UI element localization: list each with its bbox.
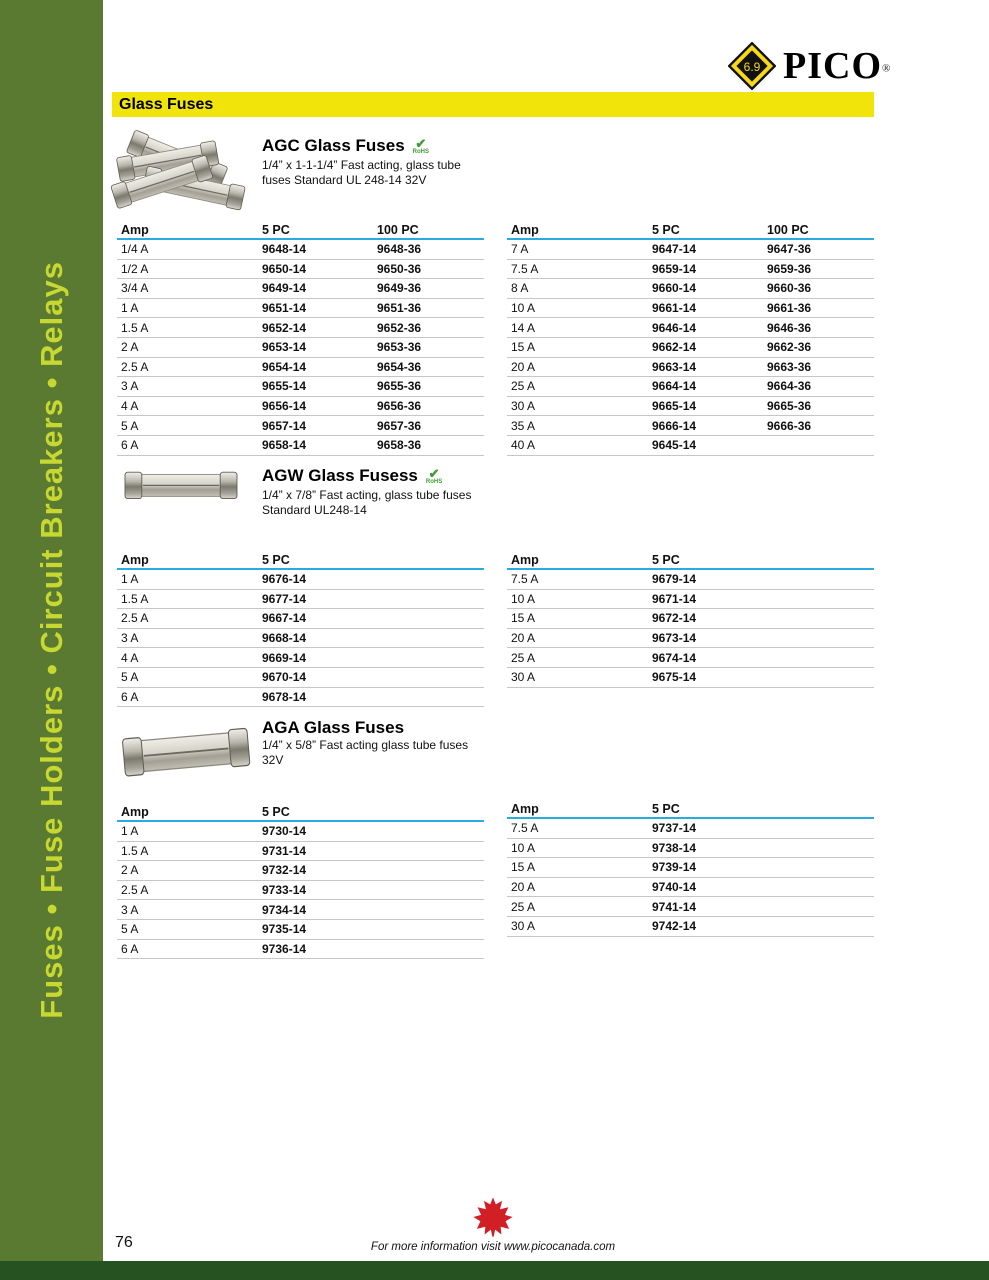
table-cell: 9646-14 — [652, 320, 697, 335]
table-row — [507, 436, 874, 456]
table-row — [507, 609, 874, 629]
table-cell: 3 A — [121, 902, 139, 917]
brand-name: PICO® — [783, 45, 891, 87]
table-cell: 9658-36 — [377, 438, 422, 453]
table-cell: 30 A — [511, 919, 536, 934]
table-row — [117, 668, 484, 688]
table-row — [507, 668, 874, 688]
table-cell: 10 A — [511, 301, 536, 316]
table-cell: 5 A — [121, 922, 139, 937]
table-cell: 9736-14 — [262, 941, 307, 956]
table-cell: 1.5 A — [121, 843, 149, 858]
table-row — [507, 338, 874, 358]
table-cell: 9668-14 — [262, 631, 307, 646]
section-head-agw — [262, 466, 442, 486]
table-cell: 9654-36 — [377, 359, 422, 374]
table-cell: 3/4 A — [121, 281, 149, 296]
table-cell: 9648-36 — [377, 242, 422, 257]
table-header-cell: Amp — [121, 804, 149, 819]
table-cell: 10 A — [511, 591, 536, 606]
table-header-cell: 100 PC — [377, 222, 419, 237]
table-cell: 5 A — [121, 418, 139, 433]
table-row — [117, 570, 484, 590]
table-cell: 2 A — [121, 863, 139, 878]
section-title: AGW Glass Fusess — [262, 466, 418, 485]
table-cell: 9733-14 — [262, 883, 307, 898]
table-row — [117, 338, 484, 358]
table-cell: 1 A — [121, 572, 139, 587]
table-cell: 9661-36 — [767, 301, 812, 316]
table-row — [507, 279, 874, 299]
table-row — [507, 629, 874, 649]
table-cell: 9662-14 — [652, 340, 697, 355]
section-title: AGC Glass Fuses — [262, 136, 405, 155]
table-cell: 9664-14 — [652, 379, 697, 394]
table-cell: 3 A — [121, 379, 139, 394]
table-cell: 9659-36 — [767, 261, 812, 276]
rohs-icon — [426, 467, 442, 485]
sidebar — [0, 0, 103, 1280]
table-cell: 3 A — [121, 631, 139, 646]
checkmark-icon: ✔ — [428, 466, 440, 481]
table-row — [117, 822, 484, 842]
table-cell: 9673-14 — [652, 631, 697, 646]
table-row — [507, 878, 874, 898]
table-cell: 9738-14 — [652, 840, 697, 855]
rohs-label: RoHS — [412, 149, 430, 155]
table-cell: 25 A — [511, 899, 536, 914]
aga-table-left — [117, 803, 484, 959]
table-cell: 20 A — [511, 631, 536, 646]
table-cell: 9737-14 — [652, 821, 697, 836]
table-row — [117, 377, 484, 397]
agw-table-left — [117, 551, 484, 707]
aga-fuse-image — [112, 722, 252, 793]
table-cell: 2.5 A — [121, 611, 149, 626]
bottom-bar — [0, 1261, 989, 1280]
table-cell: 1.5 A — [121, 591, 149, 606]
table-cell: 9742-14 — [652, 919, 697, 934]
table-cell: 15 A — [511, 340, 536, 355]
table-cell: 9655-36 — [377, 379, 422, 394]
table-row — [117, 397, 484, 417]
table-row — [117, 629, 484, 649]
table-cell: 9653-14 — [262, 340, 307, 355]
registered-mark: ® — [882, 62, 891, 75]
table-cell: 9654-14 — [262, 359, 307, 374]
table-header-row — [117, 551, 484, 570]
table-cell: 9735-14 — [262, 922, 307, 937]
table-row — [507, 897, 874, 917]
table-row — [507, 648, 874, 668]
table-cell: 4 A — [121, 650, 139, 665]
table-cell: 9740-14 — [652, 880, 697, 895]
table-cell: 9671-14 — [652, 591, 697, 606]
table-row — [117, 358, 484, 378]
table-cell: 7.5 A — [511, 821, 539, 836]
table-cell: 30 A — [511, 399, 536, 414]
table-cell: 1/4 A — [121, 242, 149, 257]
table-row — [507, 377, 874, 397]
section-description: 1/4” x 1-1-1/4” Fast acting, glass tube fuses Standard UL 248-14 32V — [262, 158, 461, 187]
agc-fuses-image — [108, 126, 248, 223]
table-cell: 6 A — [121, 438, 139, 453]
table-cell: 9674-14 — [652, 650, 697, 665]
footer-note: For more information visit www.picocanada.com — [370, 1241, 616, 1253]
table-header-cell: Amp — [121, 222, 149, 237]
table-header-cell: 5 PC — [262, 804, 290, 819]
maple-leaf-icon — [112, 1196, 874, 1238]
table-cell: 9655-14 — [262, 379, 307, 394]
table-cell: 9679-14 — [652, 572, 697, 587]
table-row — [117, 436, 484, 456]
table-cell: 1.5 A — [121, 320, 149, 335]
checkmark-icon: ✔ — [415, 136, 427, 151]
table-cell: 9731-14 — [262, 843, 307, 858]
table-header-row — [507, 551, 874, 570]
table-cell: 9665-14 — [652, 399, 697, 414]
table-cell: 14 A — [511, 320, 536, 335]
table-row — [507, 358, 874, 378]
table-cell: 9651-36 — [377, 301, 422, 316]
table-cell: 20 A — [511, 880, 536, 895]
table-row — [117, 940, 484, 960]
table-row — [117, 240, 484, 260]
table-cell: 2.5 A — [121, 359, 149, 374]
agc-table-left — [117, 221, 484, 456]
table-cell: 9647-14 — [652, 242, 697, 257]
table-header-cell: 100 PC — [767, 222, 809, 237]
table-cell: 4 A — [121, 399, 139, 414]
table-cell: 1 A — [121, 824, 139, 839]
table-row — [507, 917, 874, 937]
section-title: AGA Glass Fuses — [262, 718, 405, 737]
table-cell: 9672-14 — [652, 611, 697, 626]
table-header-cell: 5 PC — [262, 222, 290, 237]
table-cell: 9666-14 — [652, 418, 697, 433]
table-cell: 9649-36 — [377, 281, 422, 296]
table-row — [507, 590, 874, 610]
table-row — [507, 397, 874, 417]
table-cell: 9657-14 — [262, 418, 307, 433]
table-row — [117, 881, 484, 901]
table-cell: 25 A — [511, 379, 536, 394]
agw-fuse-image — [117, 462, 245, 513]
table-cell: 2.5 A — [121, 883, 149, 898]
table-cell: 9665-36 — [767, 399, 812, 414]
table-cell: 9648-14 — [262, 242, 307, 257]
table-cell: 25 A — [511, 650, 536, 665]
table-header-cell: 5 PC — [652, 552, 680, 567]
table-row — [507, 240, 874, 260]
table-cell: 9660-36 — [767, 281, 812, 296]
table-cell: 9739-14 — [652, 860, 697, 875]
table-row — [507, 318, 874, 338]
table-row — [117, 609, 484, 629]
table-cell: 9653-36 — [377, 340, 422, 355]
table-cell: 9661-14 — [652, 301, 697, 316]
table-cell: 9741-14 — [652, 899, 697, 914]
table-header-row — [117, 221, 484, 240]
table-cell: 9659-14 — [652, 261, 697, 276]
table-row — [117, 279, 484, 299]
table-cell: 35 A — [511, 418, 536, 433]
rohs-label: RoHS — [425, 479, 443, 485]
table-cell: 20 A — [511, 359, 536, 374]
table-cell: 7 A — [511, 242, 529, 257]
table-cell: 9649-14 — [262, 281, 307, 296]
table-row — [507, 570, 874, 590]
table-cell: 9646-36 — [767, 320, 812, 335]
table-cell: 9656-36 — [377, 399, 422, 414]
table-cell: 9652-14 — [262, 320, 307, 335]
table-cell: 9670-14 — [262, 670, 307, 685]
table-cell: 1 A — [121, 301, 139, 316]
section-description: 1/4” x 5/8” Fast acting glass tube fuses 32V — [262, 738, 469, 767]
table-cell: 15 A — [511, 611, 536, 626]
table-row — [117, 318, 484, 338]
table-header-cell: 5 PC — [262, 552, 290, 567]
table-header-row — [117, 803, 484, 822]
table-cell: 9663-36 — [767, 359, 812, 374]
table-cell: 1/2 A — [121, 261, 149, 276]
table-cell: 9676-14 — [262, 572, 307, 587]
table-row — [117, 688, 484, 708]
page-title: Glass Fuses — [119, 95, 214, 113]
rohs-icon — [413, 137, 429, 155]
pico-logo — [728, 40, 891, 92]
table-row — [507, 858, 874, 878]
table-row — [117, 900, 484, 920]
table-cell: 9666-36 — [767, 418, 812, 433]
agc-table-right — [507, 221, 874, 456]
table-row — [117, 920, 484, 940]
page-title-bar — [112, 92, 874, 117]
table-cell: 9667-14 — [262, 611, 307, 626]
table-header-row — [507, 800, 874, 819]
table-cell: 9732-14 — [262, 863, 307, 878]
table-row — [507, 416, 874, 436]
table-cell: 9678-14 — [262, 689, 307, 704]
section-description: 1/4” x 7/8” Fast acting, glass tube fuses Standard UL248-14 — [262, 488, 472, 517]
table-cell: 2 A — [121, 340, 139, 355]
table-cell: 15 A — [511, 860, 536, 875]
table-header-row — [507, 221, 874, 240]
table-cell: 9650-14 — [262, 261, 307, 276]
table-row — [117, 842, 484, 862]
section-head-aga — [262, 718, 404, 738]
table-header-cell: Amp — [511, 801, 539, 816]
table-cell: 6 A — [121, 941, 139, 956]
table-row — [507, 839, 874, 859]
page-number: 76 — [115, 1234, 133, 1251]
table-cell: 9730-14 — [262, 824, 307, 839]
table-cell: 9660-14 — [652, 281, 697, 296]
table-header-cell: Amp — [511, 552, 539, 567]
table-row — [117, 260, 484, 280]
table-row — [117, 861, 484, 881]
table-cell: 9662-36 — [767, 340, 812, 355]
table-cell: 5 A — [121, 670, 139, 685]
table-cell: 7.5 A — [511, 572, 539, 587]
table-row — [117, 590, 484, 610]
table-cell: 9675-14 — [652, 670, 697, 685]
table-row — [507, 299, 874, 319]
table-cell: 9645-14 — [652, 438, 697, 453]
table-cell: 7.5 A — [511, 261, 539, 276]
aga-table-right — [507, 800, 874, 937]
table-row — [117, 416, 484, 436]
table-row — [507, 260, 874, 280]
section-head-agc — [262, 136, 429, 156]
table-header-cell: Amp — [121, 552, 149, 567]
table-cell: 9734-14 — [262, 902, 307, 917]
table-row — [117, 648, 484, 668]
table-cell: 8 A — [511, 281, 529, 296]
table-header-cell: 5 PC — [652, 801, 680, 816]
agw-table-right — [507, 551, 874, 688]
table-cell: 9656-14 — [262, 399, 307, 414]
table-cell: 9652-36 — [377, 320, 422, 335]
table-cell: 9658-14 — [262, 438, 307, 453]
table-header-cell: Amp — [511, 222, 539, 237]
table-cell: 9650-36 — [377, 261, 422, 276]
table-cell: 9677-14 — [262, 591, 307, 606]
sidebar-category-text: Fuses • Fuse Holders • Circuit Breakers • Relays — [33, 261, 69, 1019]
table-cell: 9647-36 — [767, 242, 812, 257]
table-cell: 9669-14 — [262, 650, 307, 665]
table-cell: 9657-36 — [377, 418, 422, 433]
table-cell: 30 A — [511, 670, 536, 685]
pico-diamond-icon — [728, 42, 776, 90]
table-header-cell: 5 PC — [652, 222, 680, 237]
table-cell: 9651-14 — [262, 301, 307, 316]
table-cell: 9663-14 — [652, 359, 697, 374]
table-cell: 40 A — [511, 438, 536, 453]
pico-diamond-text: 6.9 — [743, 59, 761, 74]
table-row — [507, 819, 874, 839]
table-cell: 6 A — [121, 689, 139, 704]
table-cell: 10 A — [511, 840, 536, 855]
table-row — [117, 299, 484, 319]
table-cell: 9664-36 — [767, 379, 812, 394]
